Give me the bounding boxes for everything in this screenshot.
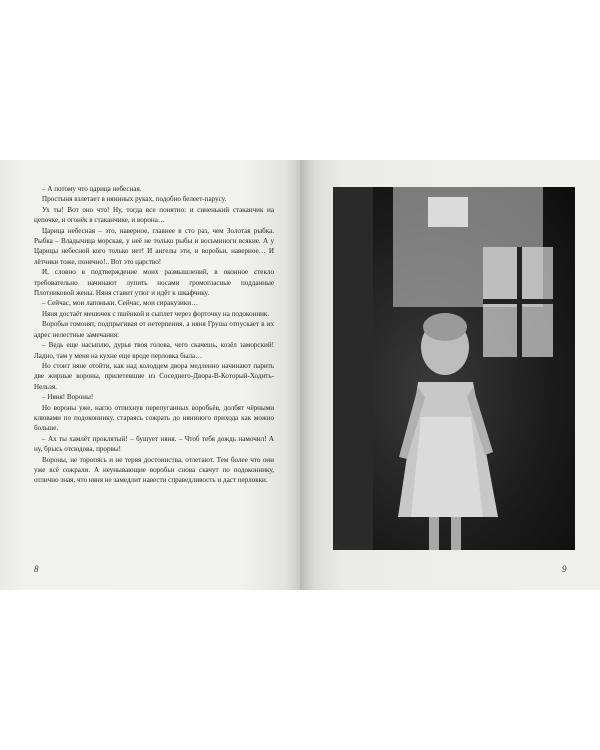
lamp-glow: [428, 197, 468, 227]
book-spread: [0, 160, 600, 590]
paragraph: Ух ты! Вот оно что! Ну, тогда все понятно: и синенький стаканчик на цепочке, и огонёк в стаканчике, и ворона…: [34, 205, 274, 225]
doll-hair: [423, 313, 467, 341]
paragraph: И, словно в подтверждение моих размышлений, в оконное стекло требовательно начинают лупить носами громогласные подданные Плотниковой жены. Няня ставит утюг и идёт к шкафчику.: [34, 268, 274, 298]
paragraph: – Няня! Вороны!: [42, 393, 94, 402]
page-number-left: 8: [34, 564, 39, 574]
paragraph: – А потому что царица небесная.: [42, 185, 142, 193]
paragraph: Воробьи гомонят, подпрыгивая от нетерпения, а няня Груша отпускает в их адрес нелестные замечания:: [34, 320, 274, 339]
left-page: [0, 160, 300, 590]
doll-right-leg: [451, 517, 461, 550]
doll-photo-illustration: [333, 187, 575, 550]
paragraph: Царица небесная – это, наверное, главнее в сто раз, чем Золотая рыбка. Рыбка – Владычица морская, у неё не только рыбы и восьминоги всякие. А у Царицы небесной кого только нет! И ангелы эти, и воробьи, наверное… И лётчики тоже, понечно!.. Вот это царство!: [34, 226, 274, 266]
doll-left-leg: [429, 517, 439, 550]
wall-edge: [333, 187, 373, 550]
left-page-text: [34, 184, 274, 486]
paragraph: – Ведь еще насыплю, дурья твоя голова, чего скачешь, козёл заморский! Ладно, там у меня на кухне еще вроде перловка была…: [34, 341, 274, 360]
paragraph: Но вороны уже, нагло отпихнув перепуганных воробьёв, долбят чёрными клювами по подоконнику, стараясь сожрать до няниного прихода как можно больше.: [34, 403, 274, 433]
doll-apron: [411, 417, 483, 517]
window-frame-cross: [483, 299, 553, 304]
paragraph: Но стоит няне отойти, как над колодцем двора медленно начинают парить две жирные вороны, прилетевшие из Соседнего-Двора-В-Который-Ходить-Нельзя.: [34, 361, 274, 391]
paragraph: Няня достаёт мешочек с пшёнкой и сыплет через форточку на подоконник.: [42, 309, 270, 318]
doll-photo: [333, 187, 575, 550]
paragraph: Простыня взлетает в няниных руках, подобно белеет-парусу.: [42, 195, 227, 204]
paragraph: – Ах ты хамлёт проклятый! – бушует няня. – Чтоб тебя дождь намочил! А ну, брысь отсюдова, прорвы!: [34, 434, 274, 454]
paragraph: Вороны, не торопясь и не теряя достоинства, отлетают. Тем более что они уже всё сожрали. А неунывающие воробьи снова скачут по подоконнику, отлично зная, что няня не замедлит навести справедливость и даст перловки.: [34, 455, 274, 485]
paragraph: – Сейчас, мои лапоньки. Сейчас, мои сиракузики…: [42, 299, 199, 308]
page-number-right: 9: [562, 564, 567, 574]
